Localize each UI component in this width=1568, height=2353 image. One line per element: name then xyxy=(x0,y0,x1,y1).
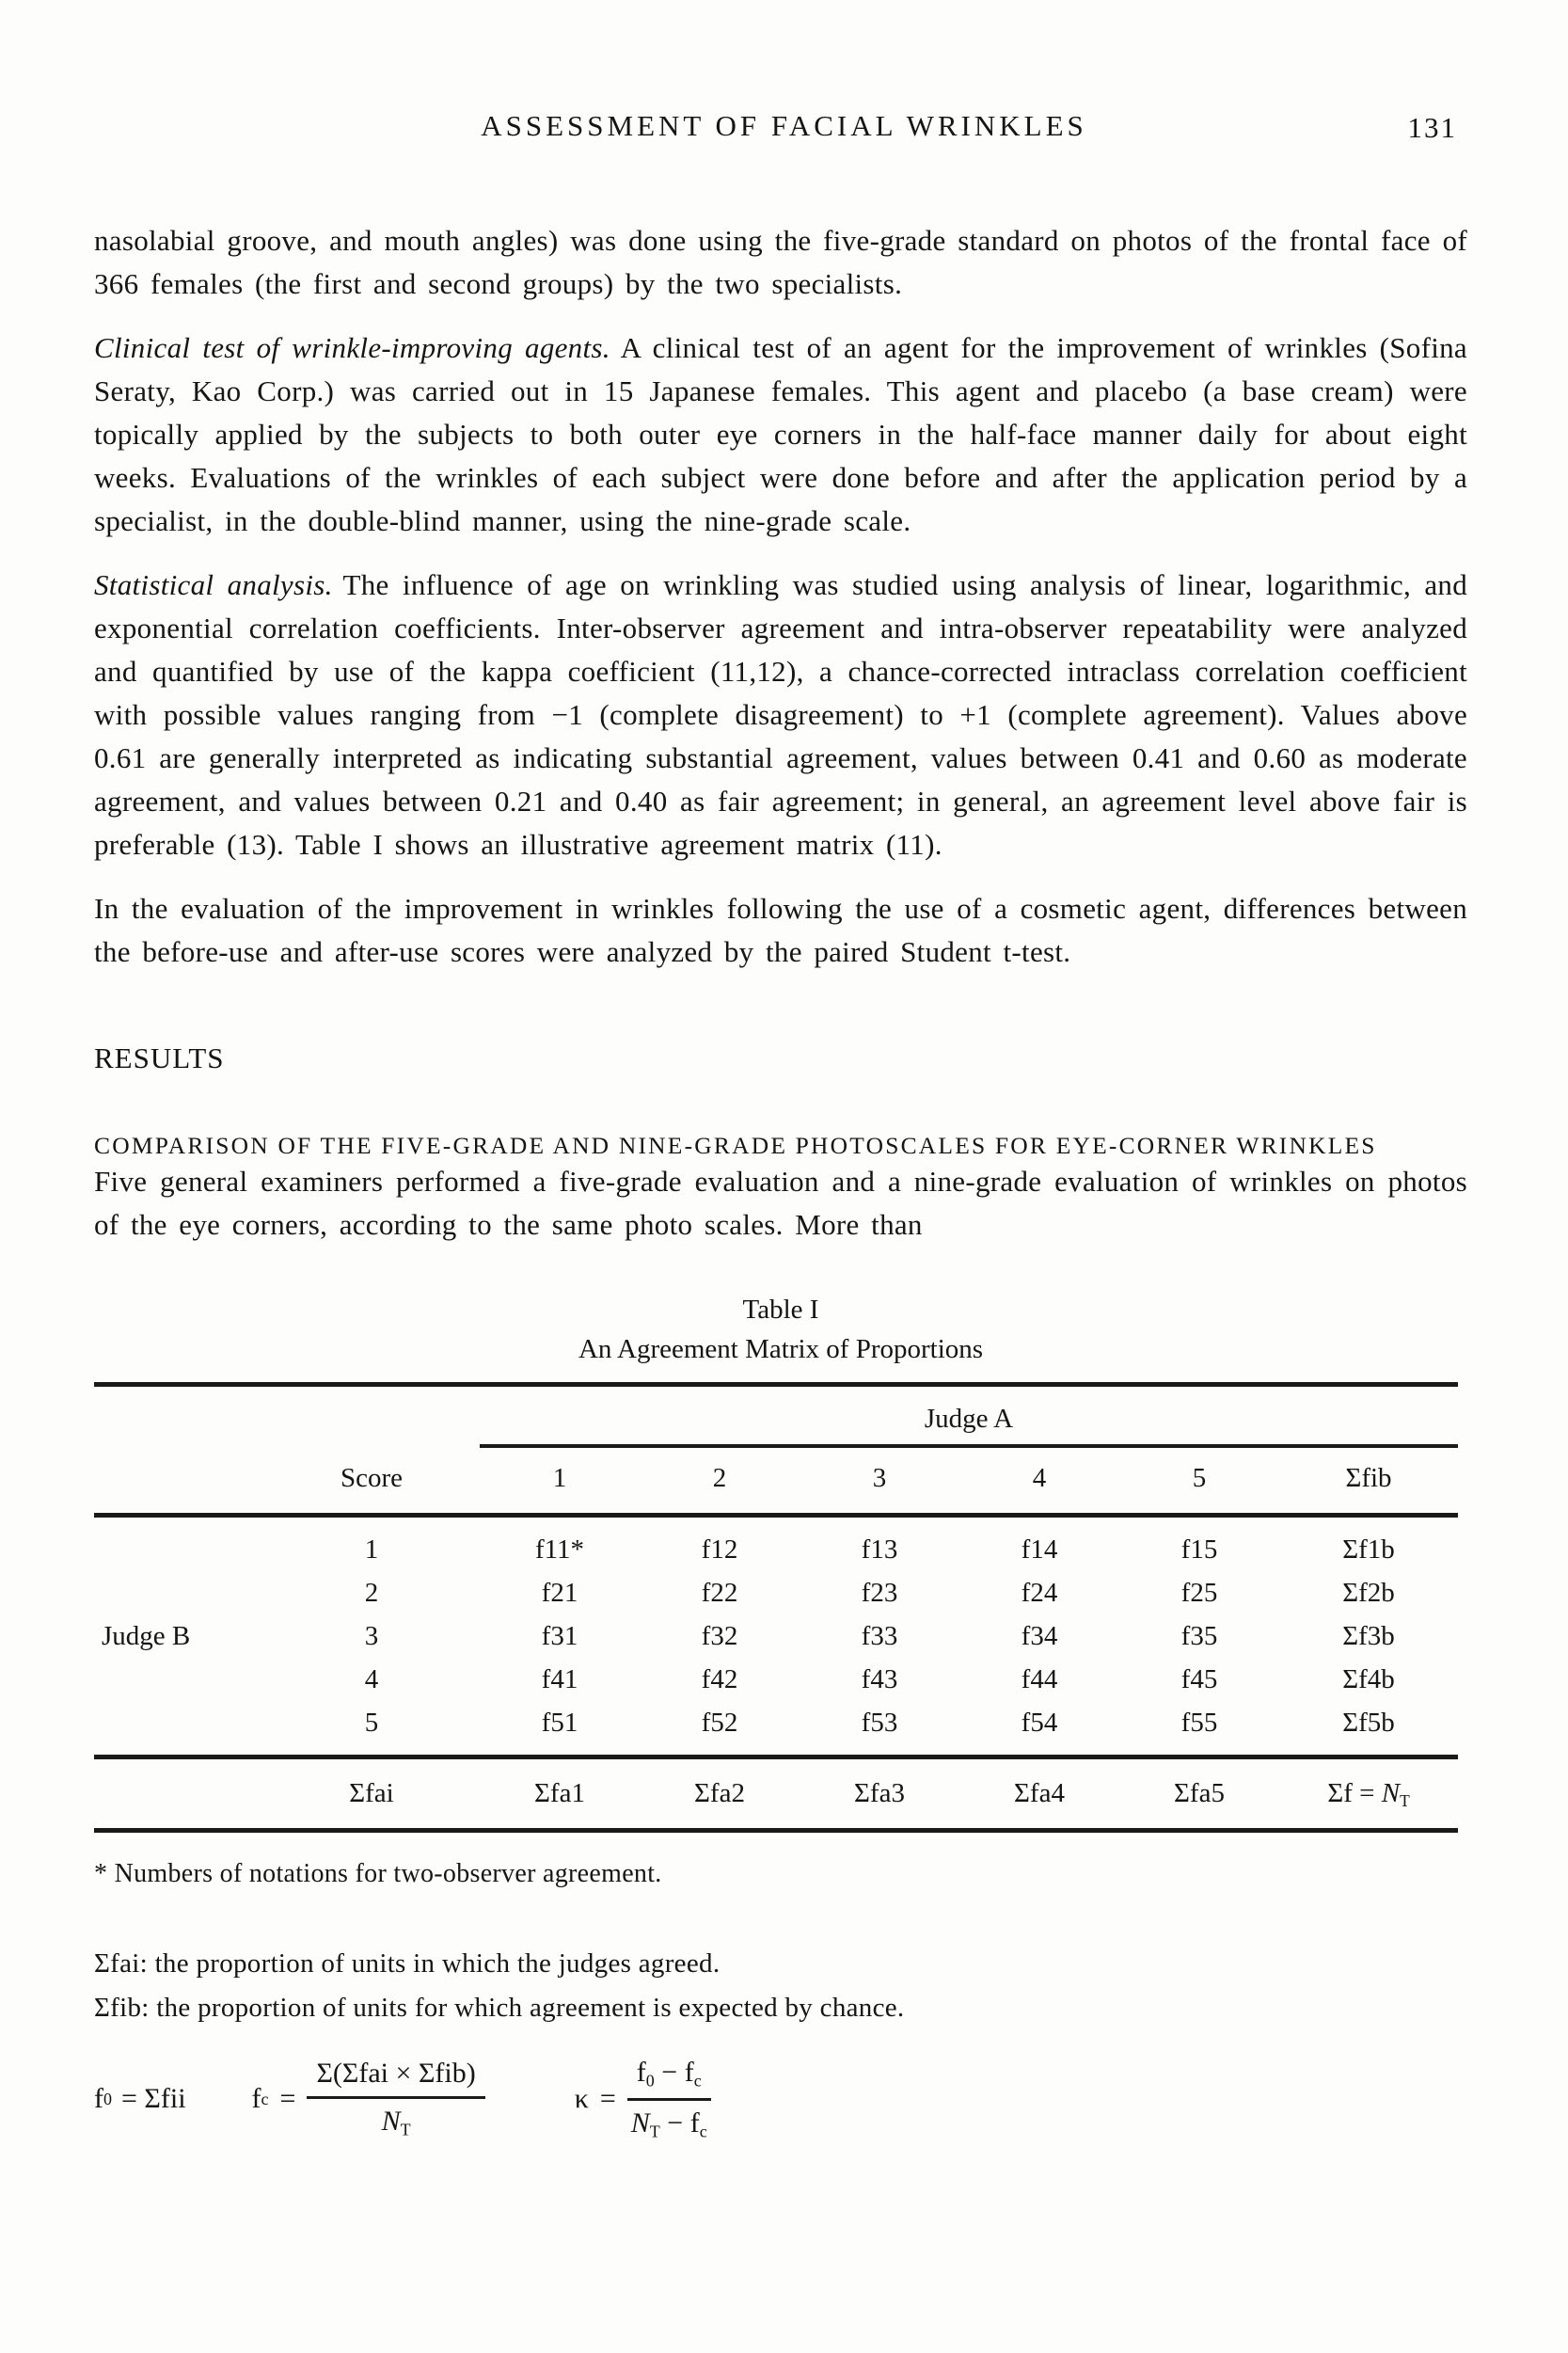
text-column xyxy=(94,219,1467,2141)
data-cell: f31 xyxy=(541,1621,578,1651)
data-cell: f23 xyxy=(861,1578,898,1608)
sum-cell: Σfa3 xyxy=(854,1778,905,1808)
note-sum-fai: Σfai: the proportion of units in which the judges agreed. xyxy=(94,1948,721,1979)
results-paragraph: Five general examiners performed a five-grade evaluation and a nine-grade evaluation of wrinkles on photos of the eye corners, according to the same photo scales. More than xyxy=(94,1165,1467,1241)
data-cell: f24 xyxy=(1021,1578,1058,1608)
paragraph-clinical-test xyxy=(94,326,1467,543)
kappa-formulas xyxy=(94,2057,1467,2141)
kappa-num-f0-sub: 0 xyxy=(645,2071,655,2091)
grand-total-subscript: T xyxy=(1400,1791,1410,1811)
sum-cell: Σfa5 xyxy=(1174,1778,1225,1808)
f0-base: f xyxy=(94,2083,103,2115)
kappa-num-f0-base: f xyxy=(636,2057,646,2089)
kappa-num-fc-sub: c xyxy=(693,2071,702,2091)
column-header-sum-fib: Σfib xyxy=(1345,1463,1392,1493)
data-cell: f45 xyxy=(1180,1664,1218,1694)
paragraph-continuation: nasolabial groove, and mouth angles) was done using the five-grade standard on photos of the frontal face of 366 females (the first and second groups) by the two specialists. xyxy=(94,224,1467,300)
kappa-den-fc-base: f xyxy=(689,2107,700,2138)
data-cell: f51 xyxy=(541,1708,578,1738)
table-subtitle: An Agreement Matrix of Proportions xyxy=(578,1334,984,1364)
row-sum-cell: Σf2b xyxy=(1342,1578,1395,1608)
row-sum-cell: Σf3b xyxy=(1342,1621,1395,1651)
row-sum-cell: Σf5b xyxy=(1342,1708,1395,1738)
paragraph-evaluation: In the evaluation of the improvement in wrinkles following the use of a cosmetic agent, differences between the before-use and after-use scores were analyzed by the paired Student t-test. xyxy=(94,892,1467,968)
row-sum-cell: Σf1b xyxy=(1342,1534,1395,1565)
score-cell: 1 xyxy=(364,1534,379,1565)
data-cell: f55 xyxy=(1180,1708,1218,1738)
data-cell: f22 xyxy=(701,1578,738,1608)
data-cell: f14 xyxy=(1021,1534,1058,1565)
fc-numerator: Σ(Σfai × Σfib) xyxy=(307,2058,484,2099)
page-number: 131 xyxy=(1407,111,1457,144)
statistical-analysis-lead-in: Statistical analysis. xyxy=(94,568,333,601)
kappa-den-n-sub: T xyxy=(649,2122,660,2140)
f0-rhs: = Σfii xyxy=(121,2083,186,2115)
data-cell: f54 xyxy=(1021,1708,1058,1738)
column-header-4: 4 xyxy=(1032,1463,1047,1493)
sum-cell: Σfa4 xyxy=(1014,1778,1065,1808)
formula-fc xyxy=(252,2058,485,2139)
grand-total-base: Σf = xyxy=(1327,1778,1382,1808)
symbol-notes xyxy=(94,1942,1467,2030)
data-cell: f35 xyxy=(1180,1621,1218,1651)
header-spacer xyxy=(94,1448,263,1513)
kappa-den-minus: − xyxy=(667,2107,684,2138)
sum-row-label: Σfai xyxy=(349,1778,394,1808)
table-title: Table I xyxy=(742,1295,819,1325)
row-spacer xyxy=(94,1658,263,1701)
fc-equals: = xyxy=(279,2083,296,2115)
kappa-num-fc-base: f xyxy=(684,2057,694,2089)
kappa-denominator xyxy=(631,2101,707,2141)
fc-base: f xyxy=(251,2083,261,2115)
results-subsection-heading: COMPARISON OF THE FIVE-GRADE AND NINE-GRADE PHOTOSCALES FOR EYE-CORNER WRINKLES xyxy=(94,1132,1377,1159)
judge-b-label: Judge B xyxy=(102,1621,191,1651)
statistical-analysis-body: The influence of age on wrinkling was studied using analysis of linear, logarithmic, and exponential correlation coefficients. Inter-observer agreement and intra-observer repeatability were analyzed and quantified by use of the kappa coefficient (11,12), a chance-corrected intraclass correlation coefficient with possible values ranging from −1 (complete disagreement) to +1 (complete agreement). Values above 0.61 are generally interpreted as indicating substantial agreement, values between 0.41 and 0.60 as moderate agreement, and values between 0.21 and 0.40 as fair agreement; in general, an agreement level above fair is preferable (13). Table I shows an illustrative agreement matrix (11). xyxy=(94,568,1467,861)
grand-total-cell xyxy=(1279,1759,1458,1828)
kappa-den-fc-sub: c xyxy=(699,2122,707,2140)
fc-subscript: c xyxy=(261,2089,269,2108)
paragraph-statistical-analysis xyxy=(94,564,1467,866)
score-cell: 4 xyxy=(364,1664,379,1694)
data-cell: f52 xyxy=(701,1708,738,1738)
row-sum-cell: Σf4b xyxy=(1342,1664,1395,1694)
data-cell: f15 xyxy=(1180,1534,1218,1565)
formula-f0 xyxy=(94,2083,186,2115)
clinical-test-body: A clinical test of an agent for the improvement of wrinkles (Sofina Seraty, Kao Corp.) was carried out in 15 Japanese females. This agent and placebo (a base cream) were topically applied by the subjects to both outer eye corners in the half-face manner daily for about eight weeks. Evaluations of the wrinkles of each subject were done before and after the application period by a specialist, in the double-blind manner, using the nine-grade scale. xyxy=(94,331,1467,537)
fc-fraction xyxy=(307,2058,484,2139)
fc-denominator xyxy=(382,2099,411,2139)
column-header-3: 3 xyxy=(872,1463,887,1493)
column-header-2: 2 xyxy=(712,1463,727,1493)
data-cell: f34 xyxy=(1021,1621,1058,1651)
note-sum-fib: Σfib: the proportion of units for which agreement is expected by chance. xyxy=(94,1993,905,2024)
row-spacer xyxy=(94,1571,263,1614)
data-cell: f53 xyxy=(861,1708,898,1738)
judge-a-label: Judge A xyxy=(924,1404,1014,1434)
results-section-heading: RESULTS xyxy=(94,1041,225,1074)
running-head: ASSESSMENT OF FACIAL WRINKLES xyxy=(481,109,1087,142)
fc-den-subscript: T xyxy=(400,2120,411,2139)
data-cell: f21 xyxy=(541,1578,578,1608)
f0-subscript: 0 xyxy=(103,2089,112,2108)
data-cell: f13 xyxy=(861,1534,898,1565)
sum-cell: Σfa1 xyxy=(534,1778,585,1808)
kappa-equals: = xyxy=(599,2083,616,2115)
data-cell: f41 xyxy=(541,1664,578,1694)
formula-kappa xyxy=(575,2057,711,2141)
column-header-1: 1 xyxy=(552,1463,567,1493)
score-cell: 3 xyxy=(364,1621,379,1651)
kappa-numerator xyxy=(627,2057,711,2100)
data-cell: f33 xyxy=(861,1621,898,1651)
data-cell: f11* xyxy=(534,1534,585,1565)
table-footnote: * Numbers of notations for two-observer agreement. xyxy=(94,1859,662,1889)
column-header-5: 5 xyxy=(1192,1463,1207,1493)
score-cell: 5 xyxy=(364,1708,379,1738)
data-cell: f44 xyxy=(1021,1664,1058,1694)
score-header: Score xyxy=(340,1463,404,1493)
row-spacer xyxy=(94,1518,263,1571)
data-cell: f12 xyxy=(701,1534,738,1565)
score-cell: 2 xyxy=(364,1578,379,1608)
table-bottom-rule xyxy=(94,1828,1458,1833)
data-cell: f42 xyxy=(701,1664,738,1694)
kappa-num-minus: − xyxy=(661,2057,678,2089)
table-grid xyxy=(94,1382,1467,1833)
kappa-fraction xyxy=(627,2057,711,2141)
data-cell: f25 xyxy=(1180,1578,1218,1608)
fc-den-n: N xyxy=(381,2106,401,2138)
data-cell: f43 xyxy=(861,1664,898,1694)
kappa-symbol: κ xyxy=(574,2083,589,2115)
kappa-den-n-base: N xyxy=(630,2107,650,2138)
grand-total-n: N xyxy=(1381,1778,1401,1808)
row-spacer xyxy=(94,1701,263,1755)
clinical-test-lead-in: Clinical test of wrinkle-improving agents. xyxy=(94,331,610,364)
sum-row-spacer xyxy=(94,1759,263,1828)
data-cell: f32 xyxy=(701,1621,738,1651)
agreement-matrix-table xyxy=(94,1290,1467,1889)
sum-cell: Σfa2 xyxy=(694,1778,745,1808)
